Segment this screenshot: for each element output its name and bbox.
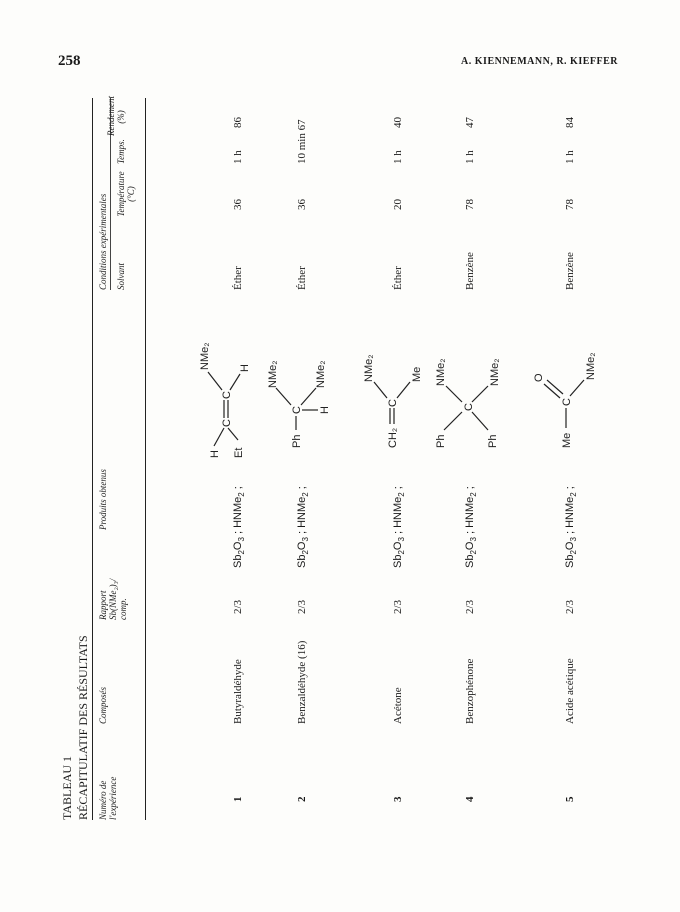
header-rendement [106,98,126,136]
row4-temperature: 78 [464,199,476,210]
row5-temps: 1 h [564,150,576,164]
row5-rapport: 2/3 [564,599,576,614]
row3-produits [392,486,408,568]
row4-sb: Sb [464,554,476,568]
row5-amine-sub: 2 [569,492,579,497]
header-rendement-line2: (%) [116,110,126,124]
s5-me: Me [561,432,573,448]
s5-o: O [533,373,545,382]
structure-enamine-1 [178,298,258,458]
s4-ph2: Ph [487,434,499,448]
row3-compose: Acétone [392,687,404,724]
header-num-line1: Numéro de [98,780,108,820]
row1-produits [232,486,248,568]
s2-nme2b: NMe₂ [315,360,327,388]
row4-num: 4 [464,796,476,802]
row5-amine: ; HNMe [564,496,576,538]
row1-temperature: 36 [232,199,244,210]
row4-rapport: 2/3 [464,599,476,614]
row5-compose: Acide acétique [564,658,576,724]
rotated-table [60,98,600,820]
row1-sb-sub: 2 [237,550,247,555]
row5-o-sub: 3 [569,537,579,542]
table-top-rule [92,98,93,820]
row4-compose: Benzophénone [464,658,476,724]
row2-amine: ; HNMe [296,496,308,538]
s2-c: C [291,406,303,414]
s4-c: C [463,403,475,411]
row5-sep: ; [564,486,576,493]
header-temperature [116,164,136,224]
row2-produits [296,486,312,568]
row4-o-sub: 3 [469,537,479,542]
s1-h2: H [239,364,251,372]
s1-c2: C [221,391,233,399]
header-rendement-line1: Rendement [106,96,116,136]
header-temperature-line1: Température [116,171,126,217]
structure-amide-5 [526,298,596,448]
row2-sep: ; [296,486,308,493]
row3-rapport: 2/3 [392,599,404,614]
row3-rendement: 40 [392,117,404,128]
row2-sb: Sb [296,554,308,568]
header-rapport [98,540,128,620]
s5-nme2: NMe₂ [585,352,597,380]
row1-rapport: 2/3 [232,599,244,614]
header-num [98,750,118,820]
header-bottom-rule [145,98,146,820]
header-rapport-line1: Rapport [98,590,108,620]
running-head: A. KIENNEMANN, R. KIEFFER [461,56,618,67]
row2-num: 2 [296,796,308,802]
row1-o: O [232,541,244,551]
row2-temps [296,119,309,164]
header-produits: Produits obtenus [98,469,108,530]
row3-o-sub: 3 [397,537,407,542]
row2-o: O [296,541,308,551]
row2-temperature: 36 [296,199,308,210]
row1-compose: Butyraldéhyde [232,659,244,724]
row3-temps: 1 h [392,150,404,164]
s1-et: Et [233,447,245,458]
row2-o-sub: 3 [301,537,311,542]
row3-o: O [392,541,404,551]
s4-nme2a: NMe₂ [435,358,447,386]
row1-sb: Sb [232,554,244,568]
row3-sb: Sb [392,554,404,568]
row3-num: 3 [392,796,404,802]
row3-temperature: 20 [392,199,404,210]
row5-solvant: Benzène [564,252,576,290]
row1-o-sub: 3 [237,537,247,542]
row2-rapport: 2/3 [296,599,308,614]
row1-sep: ; [232,486,244,493]
header-num-line2: l'expérience [108,776,118,820]
row1-temps: 1 h [232,150,244,164]
s4-ph1: Ph [435,434,447,448]
header-rapport-line2: Sb(NMe₂)₃/ [108,578,118,620]
header-temperature-line2: (°C) [126,186,136,202]
row3-amine: ; HNMe [392,496,404,538]
header-rapport-line3: comp. [118,598,128,620]
s1-nme2: NMe₂ [199,342,211,370]
row5-produits [564,486,580,568]
row4-produits [464,486,480,568]
page-number: 258 [58,53,81,69]
row3-sb-sub: 2 [397,550,407,555]
header-temps: Temps. [116,139,126,164]
s5-c: C [561,398,573,406]
row4-temps: 1 h [464,150,476,164]
row4-amine-sub: 2 [469,492,479,497]
structure-aminal-4 [424,298,504,448]
row3-sep: ; [392,486,404,493]
row4-rendement: 47 [464,117,476,128]
header-solvant: Solvant [116,263,126,290]
row5-num: 5 [564,796,576,802]
row2-temps-value: 10 min [296,133,308,164]
header-compose: Composés [98,686,108,724]
row1-amine: ; HNMe [232,496,244,538]
row1-amine-sub: 2 [237,492,247,497]
s1-h: H [209,450,221,458]
s1-c1: C [221,419,233,427]
row3-solvant: Éther [392,266,404,290]
row5-o: O [564,541,576,551]
row5-temperature: 78 [564,199,576,210]
s3-me: Me [411,366,423,382]
row2-solvant: Éther [296,266,308,290]
s4-nme2b: NMe₂ [489,358,501,386]
s3-c: C [387,399,399,407]
row5-sb-sub: 2 [569,550,579,555]
row2-sb-sub: 2 [301,550,311,555]
row2-amine-sub: 2 [301,492,311,497]
row4-sep: ; [464,486,476,493]
row5-sb: Sb [564,554,576,568]
row4-o: O [464,541,476,551]
structure-aminal-2 [258,298,331,448]
row2-rendement: 67 [296,119,308,131]
row3-amine-sub: 2 [397,492,407,497]
row4-solvant: Benzène [464,252,476,290]
row5-rendement: 84 [564,117,576,128]
s3-nme2: NMe₂ [363,354,375,382]
row4-sb-sub: 2 [469,550,479,555]
table-title: RÉCAPITULATIF DES RÉSULTATS [76,635,90,820]
row1-rendement: 86 [232,117,244,128]
s2-nme2a: NMe₂ [267,360,279,388]
s2-h: H [319,406,331,414]
table-label: TABLEAU 1 [60,755,74,820]
s2-ph: Ph [291,434,303,448]
row1-num: 1 [232,796,244,802]
row2-compose: Benzaldéhyde (16) [296,640,308,724]
header-conditions: Conditions expérimentales [98,193,108,290]
row1-solvant: Éther [232,266,244,290]
s3-ch2: CH₂ [387,427,399,448]
structure-enamine-3 [356,298,426,448]
row4-amine: ; HNMe [464,496,476,538]
